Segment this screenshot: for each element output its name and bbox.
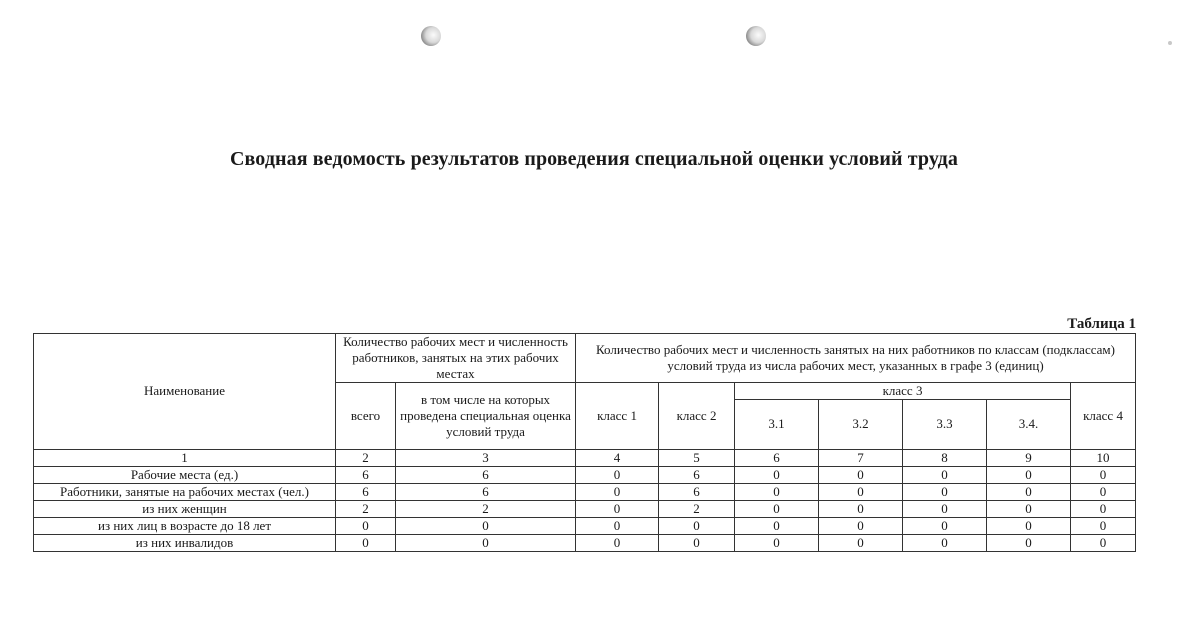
row-name: из них женщин [34,500,336,517]
table-row [34,500,1136,517]
column-number: 8 [903,449,987,466]
header-class-3-2: 3.2 [819,399,903,449]
cell-value: 6 [396,483,576,500]
cell-value: 0 [987,466,1071,483]
cell-value: 0 [336,534,396,551]
cell-value: 0 [987,500,1071,517]
cell-value: 0 [735,466,819,483]
punch-hole-right [746,26,766,46]
cell-value: 0 [576,483,659,500]
row-name: из них лиц в возрасте до 18 лет [34,517,336,534]
column-number: 1 [34,449,336,466]
cell-value: 0 [819,483,903,500]
header-name: Наименование [34,334,336,450]
cell-value: 0 [903,517,987,534]
header-classes-group: Количество рабочих мест и численность занятых на них работников по классам (подклассам) условий труда из числа рабочих мест, указанных в графе 3 (единиц) [576,334,1136,383]
cell-value: 0 [903,466,987,483]
table-caption: Таблица 1 [1067,316,1136,332]
cell-value: 0 [819,534,903,551]
cell-value: 0 [396,517,576,534]
cell-value: 0 [903,500,987,517]
header-total: всего [336,382,396,449]
cell-value: 0 [903,483,987,500]
row-name: из них инвалидов [34,534,336,551]
header-assessed: в том числе на которых проведена специальная оценка условий труда [396,382,576,449]
cell-value: 0 [819,500,903,517]
header-class-3-1: 3.1 [735,399,819,449]
row-name: Работники, занятые на рабочих местах (чел.) [34,483,336,500]
cell-value: 0 [659,517,735,534]
cell-value: 6 [659,466,735,483]
cell-value: 2 [659,500,735,517]
cell-value: 2 [396,500,576,517]
column-number: 9 [987,449,1071,466]
cell-value: 0 [576,500,659,517]
table-row [34,483,1136,500]
header-class-4: класс 4 [1071,382,1136,449]
table-row [34,534,1136,551]
column-number: 10 [1071,449,1136,466]
cell-value: 0 [987,517,1071,534]
summary-table [33,333,1136,552]
cell-value: 0 [576,534,659,551]
cell-value: 6 [396,466,576,483]
cell-value: 0 [735,534,819,551]
cell-value: 0 [396,534,576,551]
column-number: 2 [336,449,396,466]
cell-value: 0 [819,466,903,483]
cell-value: 0 [659,534,735,551]
cell-value: 2 [336,500,396,517]
header-class-3: класс 3 [735,382,1071,399]
cell-value: 0 [1071,483,1136,500]
table-row [34,517,1136,534]
table-row [34,466,1136,483]
cell-value: 0 [336,517,396,534]
cell-value: 6 [659,483,735,500]
cell-value: 6 [336,483,396,500]
cell-value: 0 [735,517,819,534]
header-class-1: класс 1 [576,382,659,449]
header-class-3-4: 3.4. [987,399,1071,449]
cell-value: 0 [1071,534,1136,551]
header-workplaces-group: Количество рабочих мест и численность работников, занятых на этих рабочих местах [336,334,576,383]
cell-value: 0 [576,466,659,483]
cell-value: 0 [987,534,1071,551]
column-number: 6 [735,449,819,466]
cell-value: 0 [819,517,903,534]
cell-value: 0 [1071,517,1136,534]
header-class-2: класс 2 [659,382,735,449]
header-class-3-3: 3.3 [903,399,987,449]
punch-hole-left [421,26,441,46]
column-number: 3 [396,449,576,466]
cell-value: 0 [735,483,819,500]
column-number: 4 [576,449,659,466]
cell-value: 0 [903,534,987,551]
row-name: Рабочие места (ед.) [34,466,336,483]
cell-value: 0 [1071,466,1136,483]
cell-value: 0 [576,517,659,534]
column-number: 5 [659,449,735,466]
document-title: Сводная ведомость результатов проведения специальной оценки условий труда [229,148,958,170]
cell-value: 6 [336,466,396,483]
scan-mark [1168,41,1172,45]
column-number: 7 [819,449,903,466]
cell-value: 0 [1071,500,1136,517]
cell-value: 0 [735,500,819,517]
cell-value: 0 [987,483,1071,500]
column-numbers-row [34,449,1136,466]
